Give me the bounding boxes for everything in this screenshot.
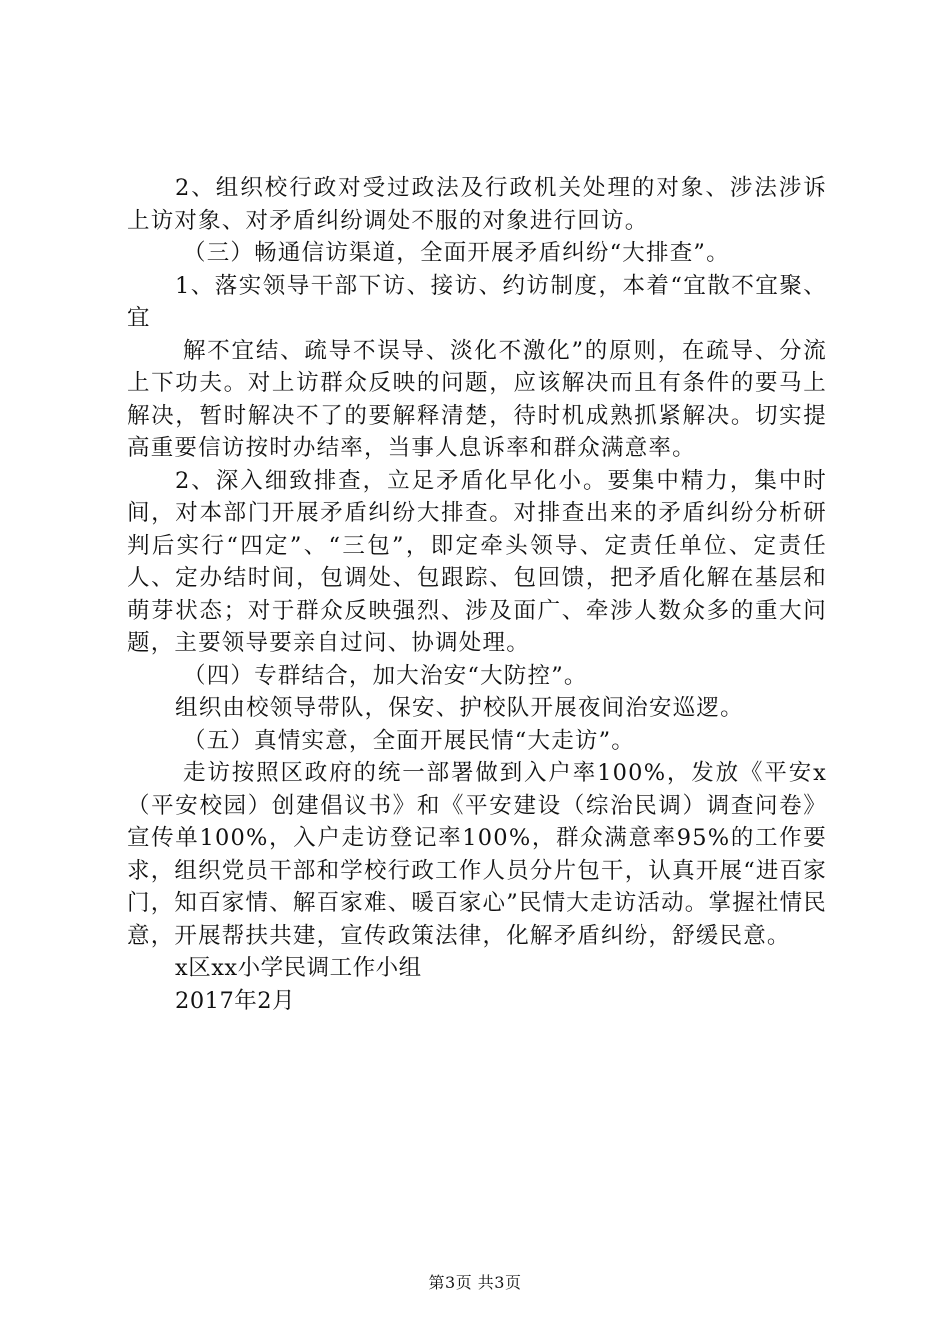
document-body (127, 172, 827, 1017)
heading-section-5: （五）真情实意，全面开展民情“大走访”。 (183, 727, 636, 754)
page-number-footer: 第3页 共3页 (428, 1273, 522, 1292)
heading-section-4: （四）专群结合，加大治安“大防控”。 (183, 662, 588, 689)
paragraph-leader-visits: 1、落实领导干部下访、接访、约访制度，本着“宜散不宜聚、宜 (127, 272, 827, 331)
paragraph-home-visits: 走访按照区政府的统一部署做到入户率100%，发放《平安x（平安校园）创建倡议书》和《平安建设（综治民调）调查问卷》宣传单100%，入户走访登记率100%，群众满意率95%的工作要求，组织党员干部和学校行政工作人员分片包干，认真开展“进百家门，知百家情、解百家难、暖百家心”民情大走访活动。掌握社情民意，开展帮扶共建，宣传政策法律，化解矛盾纠纷，舒缓民意。 (127, 760, 828, 949)
paragraph-investigation: 2、深入细致排查，立足矛盾化早化小。要集中精力，集中时间，对本部门开展矛盾纠纷大排查。对排查出来的矛盾纠纷分析研判后实行“四定”、“三包”，即定牵头领导、定责任单位、定责任人、定办结时间，包调处、包跟踪、包回馈，把矛盾化解在基层和萌芽状态；对于群众反映强烈、涉及面广、牵涉人数众多的重大问题，主要领导要亲自过问、协调处理。 (127, 467, 827, 656)
paragraph-guidance: 解不宜结、疏导不误导、淡化不激化”的原则，在疏导、分流上下功夫。对上访群众反映的问题，应该解决而且有条件的要马上解决，暂时解决不了的要解释清楚，待时机成熟抓紧解决。切实提高重要信访按时办结率，当事人息诉率和群众满意率。 (127, 337, 827, 461)
paragraph-followup-visits: 2、组织校行政对受过政法及行政机关处理的对象、涉法涉诉上访对象、对矛盾纠纷调处不服的对象进行回访。 (127, 175, 827, 234)
heading-section-3: （三）畅通信访渠道，全面开展矛盾纠纷“大排查”。 (183, 240, 730, 266)
paragraph-patrol: 组织由校领导带队，保安、护校队开展夜间治安巡逻。 (175, 695, 744, 721)
signature-date: 2017年2月 (175, 987, 296, 1014)
signature-organization: x区xx小学民调工作小组 (175, 955, 422, 981)
